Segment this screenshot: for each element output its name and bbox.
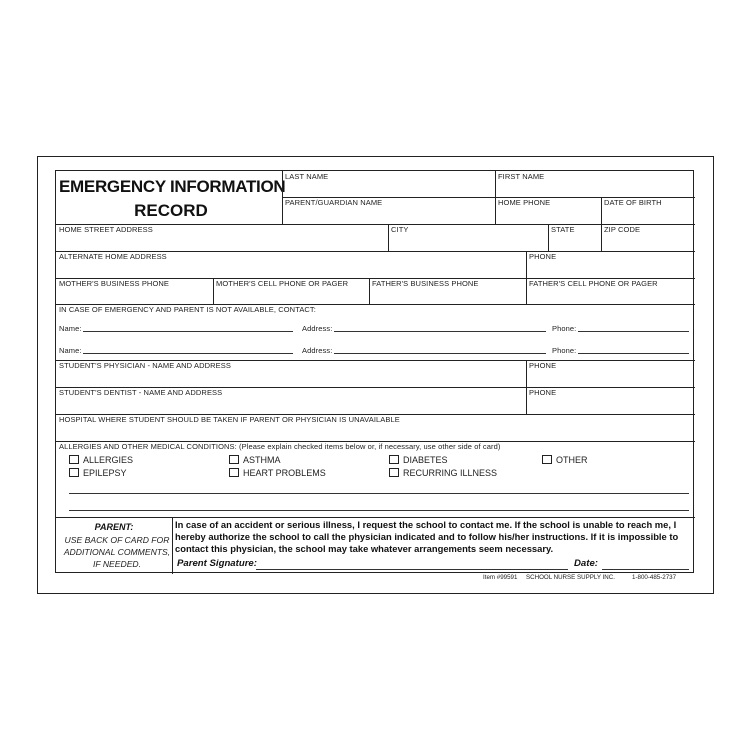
- parent-note-line3: IF NEEDED.: [92, 559, 142, 569]
- dentist-label: STUDENT'S DENTIST - NAME AND ADDRESS: [59, 388, 223, 397]
- other-checkbox-label: OTHER: [556, 455, 588, 465]
- last-name-label: LAST NAME: [285, 172, 329, 181]
- contact2-address-field[interactable]: [334, 353, 546, 354]
- parent-box-title: PARENT:: [94, 522, 134, 532]
- asthma-checkbox[interactable]: [229, 455, 239, 464]
- recurring-illness-checkbox[interactable]: [389, 468, 399, 477]
- mothers-business-phone-label: MOTHER'S BUSINESS PHONE: [59, 279, 169, 288]
- form-title-line1: EMERGENCY INFORMATION: [59, 177, 286, 196]
- asthma-checkbox-label: ASTHMA: [243, 455, 281, 465]
- contact2-phone-field[interactable]: [578, 353, 689, 354]
- contact1-phone-label: Phone:: [552, 324, 577, 333]
- conditions-explanation-line-2[interactable]: [69, 510, 689, 511]
- col-divider: [388, 224, 389, 251]
- parent-guardian-name-label: PARENT/GUARDIAN NAME: [285, 198, 383, 207]
- epilepsy-checkbox[interactable]: [69, 468, 79, 477]
- footer-company: SCHOOL NURSE SUPPLY INC.: [526, 574, 615, 581]
- col-divider: [526, 360, 527, 387]
- conditions-explanation-line-1[interactable]: [69, 493, 689, 494]
- alternate-home-address-label: ALTERNATE HOME ADDRESS: [59, 252, 167, 261]
- footer-phone: 1-800-485-2737: [632, 574, 677, 581]
- parent-note-line1: USE BACK OF CARD FOR: [64, 535, 170, 545]
- contact1-phone-field[interactable]: [578, 331, 689, 332]
- parent-box-note: [60, 534, 174, 570]
- allergies-checkbox[interactable]: [69, 455, 79, 464]
- home-phone-label: HOME PHONE: [498, 198, 551, 207]
- physician-phone-label: PHONE: [529, 361, 557, 370]
- col-divider: [213, 278, 214, 304]
- parent-signature-field[interactable]: [256, 569, 568, 570]
- dentist-phone-label: PHONE: [529, 388, 557, 397]
- title-divider: [282, 171, 283, 225]
- col-divider: [601, 224, 602, 251]
- contact1-address-label: Address:: [302, 324, 333, 333]
- col-divider: [601, 197, 602, 225]
- emergency-form: [55, 170, 694, 573]
- contact1-name-label: Name:: [59, 324, 82, 333]
- col-divider: [369, 278, 370, 304]
- recurring-illness-checkbox-label: RECURRING ILLNESS: [403, 468, 498, 478]
- contact2-phone-label: Phone:: [552, 346, 577, 355]
- mothers-cell-phone-label: MOTHER'S CELL PHONE OR PAGER: [216, 279, 349, 288]
- date-of-birth-label: DATE OF BIRTH: [604, 198, 662, 207]
- alternate-phone-label: PHONE: [529, 252, 557, 261]
- date-label: Date:: [574, 558, 598, 569]
- form-title-line2: RECORD: [134, 201, 208, 220]
- fathers-cell-phone-label: FATHER'S CELL PHONE OR PAGER: [529, 279, 658, 288]
- diabetes-checkbox[interactable]: [389, 455, 399, 464]
- allergies-header-label: ALLERGIES AND OTHER MEDICAL CONDITIONS: (Please explain checked items below or, if necessary, use other side of card): [59, 442, 501, 451]
- contact2-name-label: Name:: [59, 346, 82, 355]
- date-field[interactable]: [602, 569, 689, 570]
- home-street-address-label: HOME STREET ADDRESS: [59, 225, 153, 234]
- fathers-business-phone-label: FATHER'S BUSINESS PHONE: [372, 279, 479, 288]
- allergies-checkbox-label: ALLERGIES: [83, 455, 134, 465]
- contact2-name-field[interactable]: [83, 353, 293, 354]
- contact1-address-field[interactable]: [334, 331, 546, 332]
- row-divider: [56, 517, 695, 518]
- contact2-address-label: Address:: [302, 346, 333, 355]
- contact1-name-field[interactable]: [83, 331, 293, 332]
- hospital-label: HOSPITAL WHERE STUDENT SHOULD BE TAKEN IF PARENT OR PHYSICIAN IS UNAVAILABLE: [59, 415, 400, 424]
- heart-problems-checkbox-label: HEART PROBLEMS: [243, 468, 326, 478]
- col-divider: [526, 251, 527, 278]
- col-divider: [548, 224, 549, 251]
- emergency-contact-label: IN CASE OF EMERGENCY AND PARENT IS NOT AVAILABLE, CONTACT:: [59, 305, 316, 314]
- diabetes-checkbox-label: DIABETES: [403, 455, 448, 465]
- col-divider: [526, 278, 527, 304]
- col-divider: [495, 171, 496, 225]
- zip-code-label: ZIP CODE: [604, 225, 641, 234]
- parent-note-line2: ADDITIONAL COMMENTS,: [63, 547, 171, 557]
- col-divider: [526, 387, 527, 414]
- heart-problems-checkbox[interactable]: [229, 468, 239, 477]
- epilepsy-checkbox-label: EPILEPSY: [83, 468, 127, 478]
- other-checkbox[interactable]: [542, 455, 552, 464]
- city-label: CITY: [391, 225, 409, 234]
- parent-signature-label: Parent Signature:: [177, 558, 257, 569]
- first-name-label: FIRST NAME: [498, 172, 545, 181]
- physician-label: STUDENT'S PHYSICIAN - NAME AND ADDRESS: [59, 361, 231, 370]
- footer-item-number: Item #99591: [483, 574, 518, 581]
- state-label: STATE: [551, 225, 575, 234]
- authorization-text: In case of an accident or serious illness, I request the school to contact me. If the school is unable to reach me, I hereby authorize the school to call the physician indicated and to follow his/her instructions. If it is impossible to contact this physician, the school may take whatever arrangements seem necessary.: [175, 519, 679, 554]
